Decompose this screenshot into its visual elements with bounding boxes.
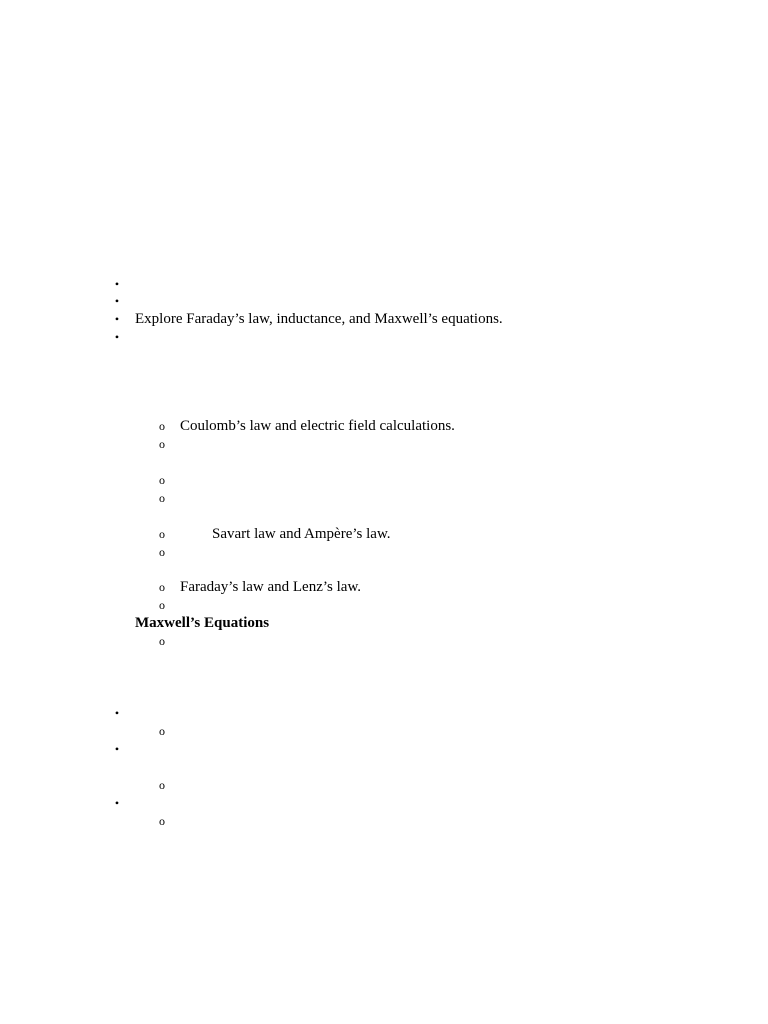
sub-bullet-marker: o [159, 527, 165, 541]
bullet-marker: • [114, 742, 120, 756]
bullet-marker: • [114, 294, 120, 308]
sub-bullet-marker: o [159, 419, 165, 433]
bullet-marker: • [114, 312, 120, 326]
sub-list-item-text: Faraday’s law and Lenz’s law. [180, 579, 362, 595]
bullet-marker: • [114, 330, 120, 344]
sub-bullet-marker: o [159, 473, 165, 487]
section-heading: Maxwell’s Equations [135, 615, 270, 631]
bullet-marker: • [114, 796, 120, 810]
sub-bullet-marker: o [159, 437, 165, 451]
sub-bullet-marker: o [159, 491, 165, 505]
list-item-text: Explore Faraday’s law, inductance, and Maxwell’s equations. [135, 311, 503, 327]
sub-list-item-text: Savart law and Ampère’s law. [212, 526, 391, 542]
sub-bullet-marker: o [159, 724, 165, 738]
sub-bullet-marker: o [159, 778, 165, 792]
bullet-marker: • [114, 277, 120, 291]
bullet-marker: • [114, 706, 120, 720]
sub-bullet-marker: o [159, 545, 165, 559]
sub-list-item-text: Coulomb’s law and electric field calculations. [180, 418, 455, 434]
sub-bullet-marker: o [159, 580, 165, 594]
sub-bullet-marker: o [159, 598, 165, 612]
sub-bullet-marker: o [159, 814, 165, 828]
sub-bullet-marker: o [159, 634, 165, 648]
